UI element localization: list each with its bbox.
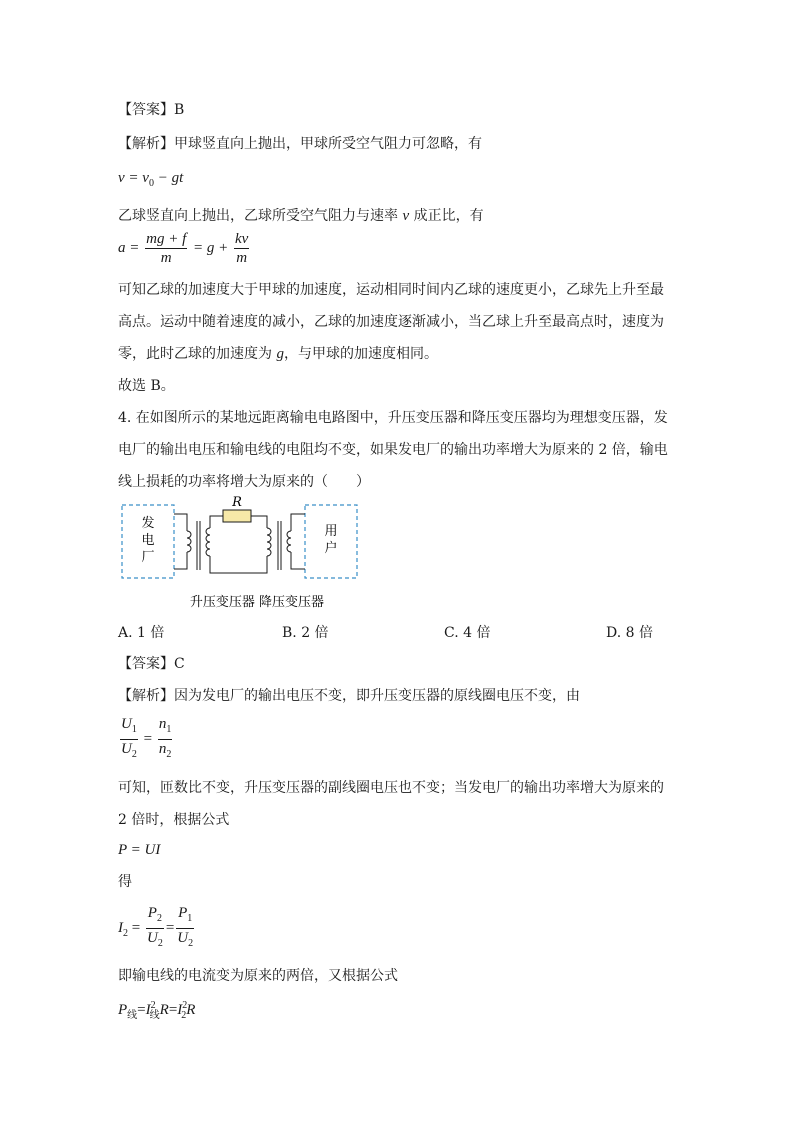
sym: U: [177, 930, 189, 946]
q4-equation-power: P = UI: [118, 842, 161, 858]
q4-paragraph-4: 得: [118, 874, 132, 890]
text: 乙球竖直向上抛出，乙球所受空气阻力与速率: [118, 208, 403, 224]
sym: P: [178, 905, 188, 921]
q3-equation-acceleration: [118, 230, 251, 267]
q3-conclusion: 故选 B。: [118, 378, 175, 394]
q3-paragraph-3: 可知乙球的加速度大于甲球的加速度，运动相同时间内乙球的速度更小，乙球先上升至最: [118, 282, 664, 298]
sub: 2: [188, 938, 194, 949]
option-b[interactable]: B. 2 倍: [282, 625, 329, 641]
q4-analysis-line: [118, 686, 580, 706]
sub: 2: [123, 927, 128, 939]
generator-label-1: 发: [141, 516, 155, 531]
eq-mid: = g +: [189, 239, 232, 256]
resistor-label: R: [232, 495, 242, 510]
stepup-primary-wires: [174, 514, 187, 569]
stepdown-primary-coil: [267, 528, 271, 556]
sub: 2: [181, 1010, 187, 1021]
eq-lhs: v: [118, 170, 125, 186]
q4-stem-line-2: 电厂的输出电压和输电线的电阻均不变，如果发电厂的输出功率增大为原来的 2 倍，输电: [118, 442, 668, 458]
answer-value: C: [174, 656, 185, 672]
generator-label-3: 厂: [141, 550, 155, 565]
q4-answer-line: [118, 654, 185, 674]
q3-equation-velocity: [118, 170, 183, 189]
sym: U: [121, 716, 132, 732]
option-d[interactable]: D. 8 倍: [606, 625, 653, 641]
q4-equation-current: $I_2$ = $\frac{P_2}{U_2}$ = $\frac{P_1}{U_2}$: [118, 904, 196, 953]
sym: n: [158, 741, 167, 757]
eq-mid: = v: [124, 170, 149, 186]
q4-stem-line-1: 4. 在如图所示的某地远距离输电电路图中，升压变压器和降压变压器均为理想变压器，发: [118, 410, 668, 426]
user-label-2: 户: [324, 541, 338, 556]
sub: 2: [157, 938, 163, 949]
denominator: [120, 740, 138, 764]
q3-analysis-line: [118, 134, 482, 154]
fraction: [158, 715, 173, 764]
sym: P: [147, 905, 157, 921]
q4-equation-loss: $P_线=I^2_线R=I^2_2R$: [118, 1000, 196, 1021]
eq-lhs: a =: [118, 239, 144, 256]
sub: 1: [166, 724, 172, 735]
stepdown-secondary-coil: [287, 531, 291, 552]
fraction: [176, 904, 194, 953]
q4-equation-turns-ratio: $\frac{U_1}{U_2}$ = $\frac{n_1}{n_2}$: [118, 715, 174, 764]
text: ，与甲球的加速度相同。: [283, 346, 438, 362]
answer-tag: 【答案】: [118, 656, 174, 672]
user-label-1: 用: [324, 524, 338, 539]
sup: 2: [182, 1000, 188, 1011]
transformer-caption: 升压变压器 降压变压器: [189, 595, 325, 610]
numerator: [176, 904, 194, 929]
option-c[interactable]: C. 4 倍: [444, 625, 491, 641]
denominator: m: [160, 250, 172, 266]
sym: I: [145, 1002, 151, 1018]
q3-paragraph-5: [118, 344, 438, 364]
numerator: [158, 715, 173, 740]
stepdown-secondary-wires: [291, 514, 305, 569]
fraction: [120, 715, 138, 764]
sym: R: [186, 1002, 196, 1018]
analysis-tag: 【解析】: [118, 688, 174, 704]
text: 零，此时乙球的加速度为: [118, 346, 277, 362]
q4-paragraph-5: 即输电线的电流变为原来的两倍，又根据公式: [118, 968, 398, 984]
numerator: mg + f: [146, 231, 187, 247]
q4-paragraph-2: 可知，匝数比不变，升压变压器的副线圈电压也不变；当发电厂的输出功率增大为原来的: [118, 780, 664, 796]
analysis-text: 因为发电厂的输出电压不变，即升压变压器的原线圈电压不变，由: [174, 688, 580, 704]
sub: 1: [187, 913, 193, 924]
var-v: v: [402, 208, 410, 224]
stepup-primary-coil: [187, 531, 191, 552]
sym: U: [146, 930, 158, 946]
q3-paragraph-2: [118, 206, 484, 226]
answer-tag: 【答案】: [118, 102, 174, 118]
text: 成正比，有: [409, 208, 484, 224]
resistor: [223, 510, 251, 522]
denominator: [158, 740, 173, 764]
denominator: [176, 929, 194, 953]
sub: 1: [131, 724, 137, 735]
generator-label-2: 电: [141, 533, 155, 548]
sym: R: [159, 1002, 169, 1018]
option-a[interactable]: A. 1 倍: [118, 625, 165, 641]
var-g: g: [276, 346, 284, 362]
numerator: [120, 715, 138, 740]
sub: 2: [156, 913, 162, 924]
eq-rhs: − gt: [153, 170, 184, 186]
fraction: [234, 230, 249, 267]
transmission-circuit-diagram: [118, 494, 368, 616]
sub: 2: [131, 749, 137, 760]
denominator: m: [236, 250, 248, 266]
eq-sub: 0: [148, 178, 154, 189]
analysis-tag: 【解析】: [118, 136, 174, 152]
sub: 线: [149, 1010, 160, 1021]
q4-stem-line-3: 线上损耗的功率将增大为原来的（ ）: [118, 474, 370, 490]
sub: 2: [166, 749, 172, 760]
numerator: kv: [235, 231, 249, 247]
sym: n: [158, 716, 167, 732]
analysis-text: 甲球竖直向上抛出，甲球所受空气阻力可忽略，有: [174, 136, 482, 152]
sym: I: [118, 919, 123, 936]
q3-paragraph-4: 高点。运动中随着速度的减小，乙球的加速度逐渐减小，当乙球上升至最高点时，速度为: [118, 314, 664, 330]
stepup-secondary-coil: [206, 528, 210, 556]
fraction: [145, 230, 187, 267]
answer-value: B: [174, 102, 185, 118]
q4-paragraph-3: 2 倍时，根据公式: [118, 812, 230, 828]
sym: U: [121, 741, 132, 757]
sup: 2: [150, 1000, 156, 1011]
denominator: [146, 929, 164, 953]
sub: 线: [127, 1010, 138, 1021]
numerator: [146, 904, 164, 929]
q3-answer-line: [118, 100, 184, 120]
fraction: [146, 904, 164, 953]
transmission-line-bottom: [210, 556, 267, 573]
sym: P: [118, 1002, 128, 1018]
sym: I: [177, 1002, 183, 1018]
